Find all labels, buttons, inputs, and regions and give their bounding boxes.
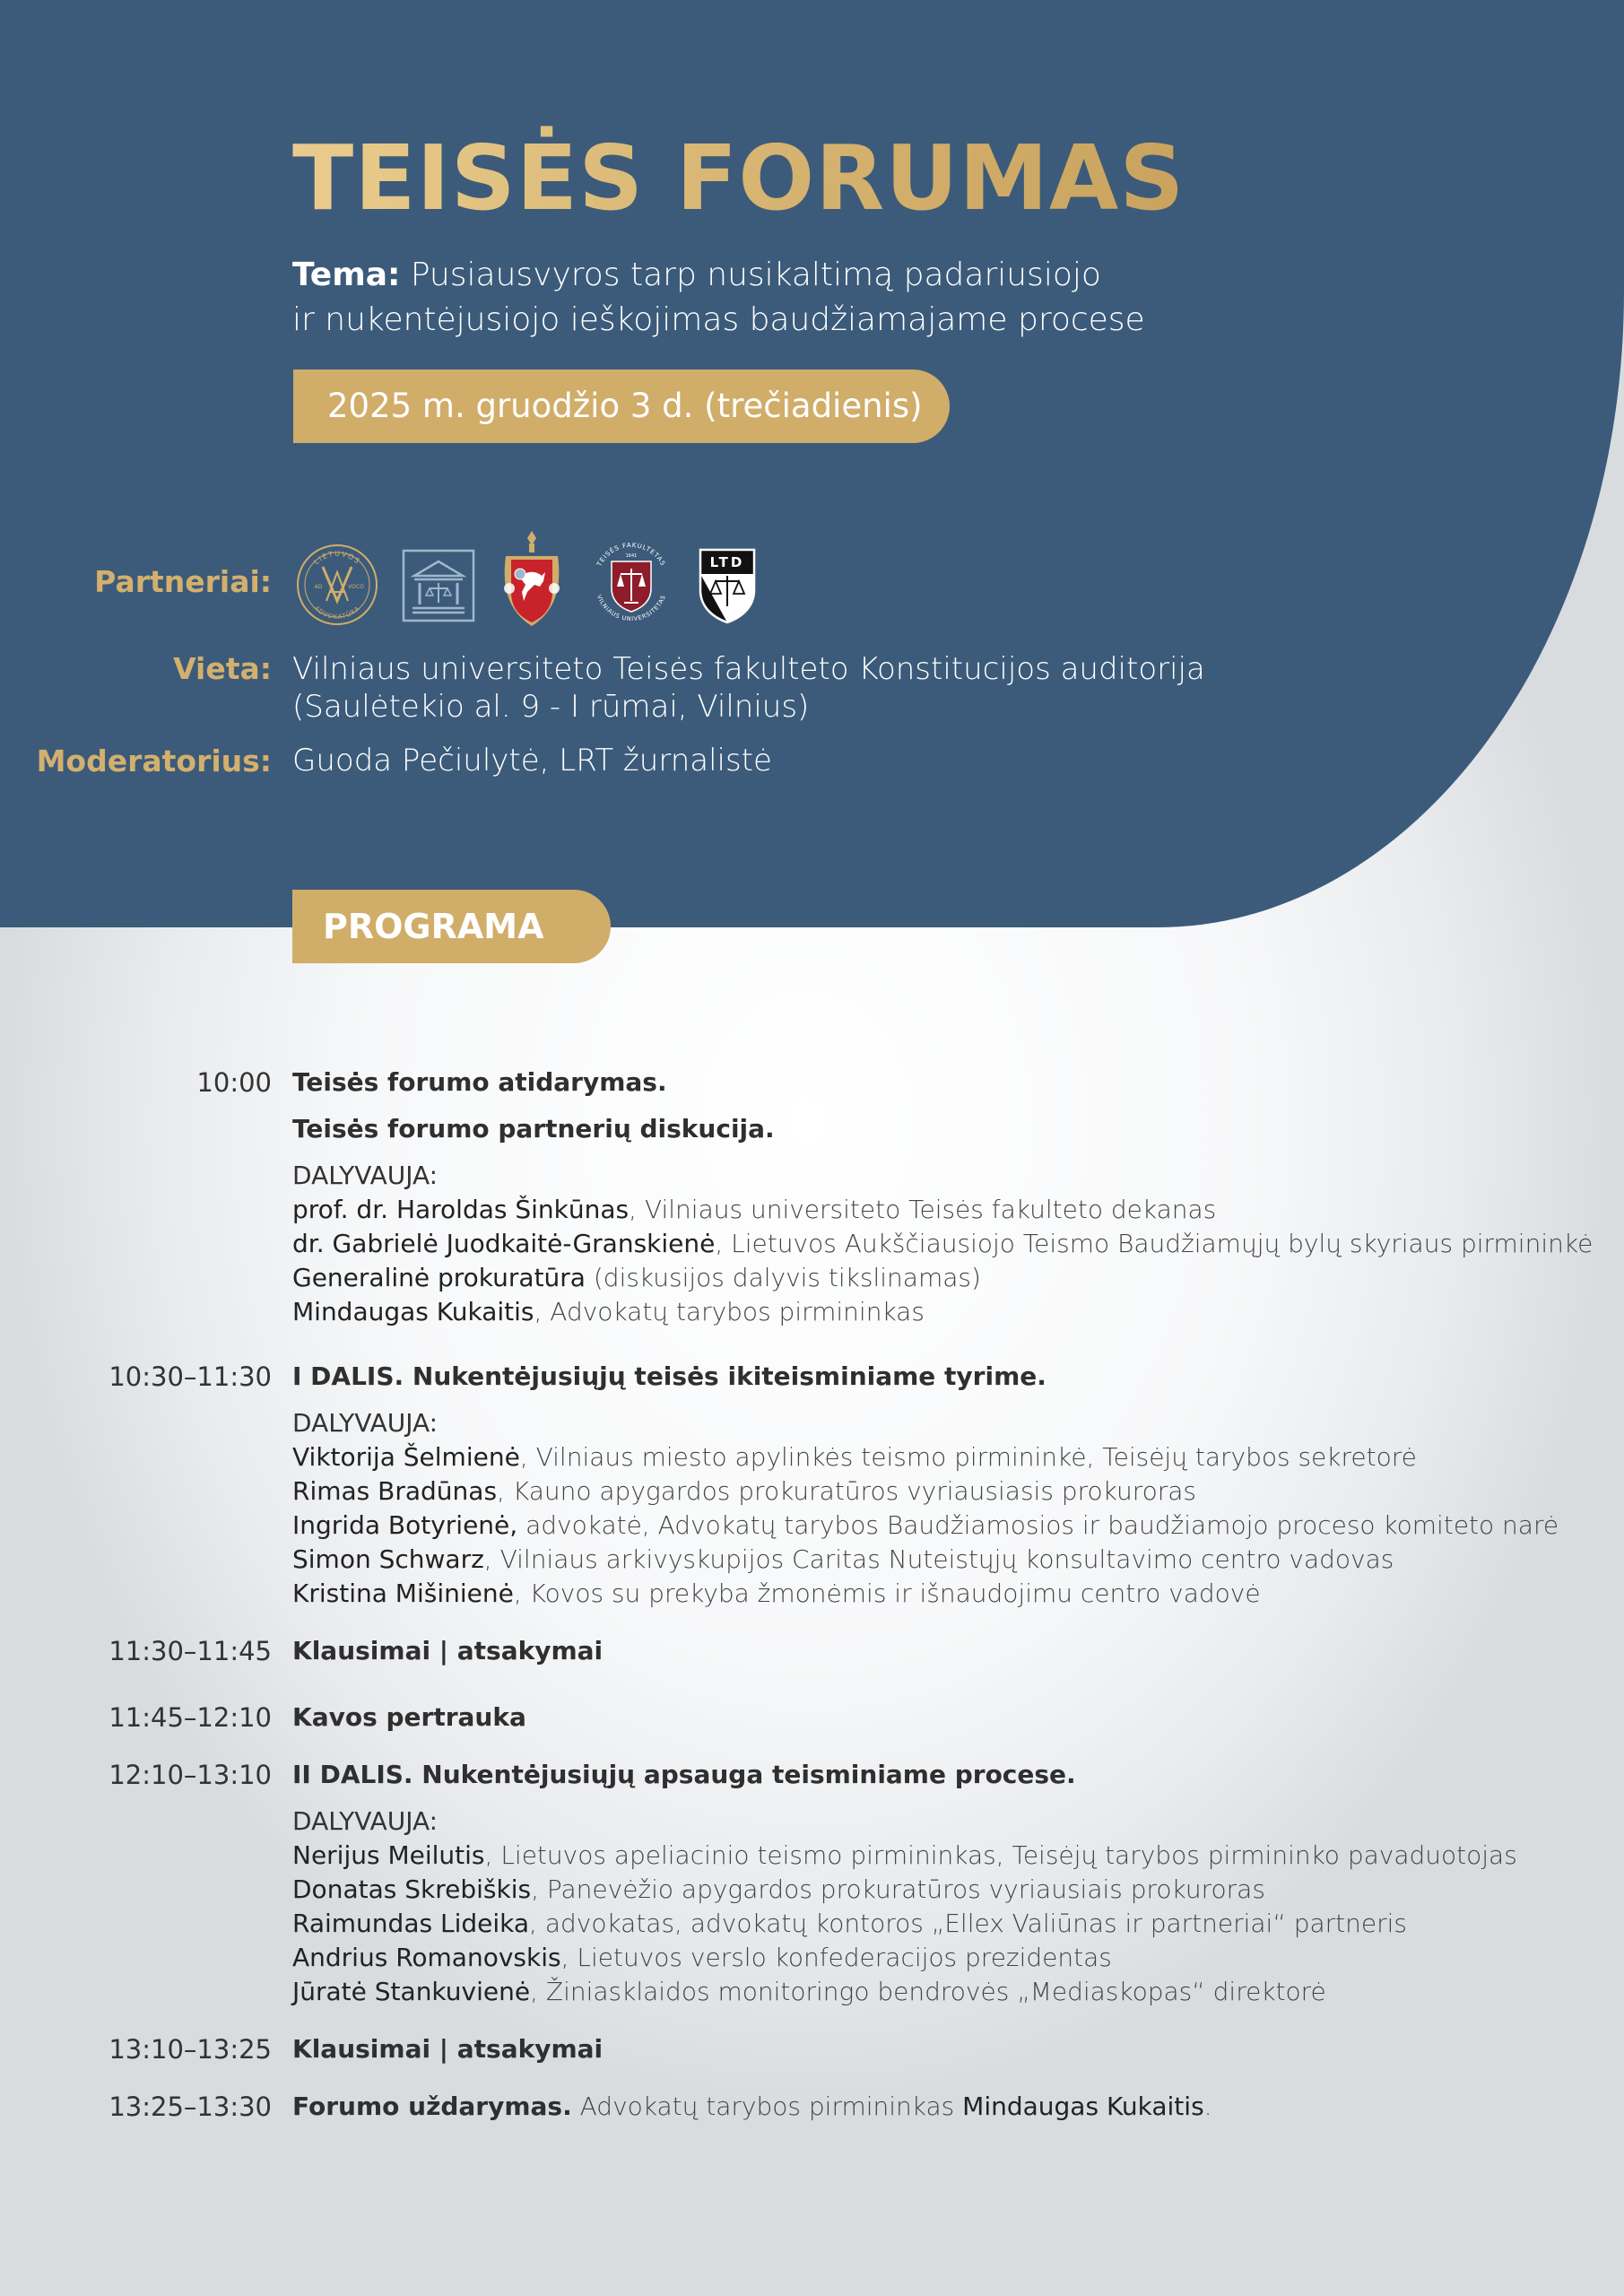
agenda-item-qa-2 [0, 2032, 1624, 2066]
participant [292, 1440, 1611, 1474]
participant [292, 1474, 1611, 1509]
participant [292, 1509, 1611, 1543]
svg-text:LIETUVOS [312, 550, 361, 566]
participant-name: prof. dr. Haroldas Šinkūnas [292, 1195, 630, 1224]
page-title: TEISĖS FORUMAS [292, 126, 1185, 230]
agenda-time: 11:30–11:45 [109, 1636, 272, 1666]
venue-value [292, 650, 1205, 726]
participant [292, 1261, 1611, 1295]
participant-role: , Panevėžio apygardos prokuratūros vyriausiais prokuroras [531, 1874, 1265, 1904]
agenda-time: 10:00 [196, 1067, 272, 1098]
closing-role: Advokatų tarybos pirmininkas [571, 2092, 963, 2121]
logo-ad-text: AD [314, 584, 323, 590]
participant-role: advokatė, Advokatų tarybos Baudžiamosios ir baudžiamojo proceso komiteto narė [517, 1510, 1559, 1540]
ltd-logo-icon [698, 547, 757, 624]
participant-name: Nerijus Meilutis [292, 1840, 485, 1870]
closing-name: Mindaugas Kukaitis [962, 2092, 1204, 2121]
agenda-heading: Kavos pertrauka [292, 1702, 526, 1732]
participant [292, 1193, 1611, 1227]
participant-role: , Žiniasklaidos monitoringo bendrovės „Mediaskopas“ direktorė [530, 1977, 1326, 2006]
programa-badge: PROGRAMA [292, 890, 611, 963]
participant-role: , Advokatų tarybos pirmininkas [534, 1297, 925, 1326]
theme-line-2: ir nukentėjusiojo ieškojimas baudžiamajame procese [292, 301, 1145, 338]
participant-role: , advokatas, advokatų kontoros „Ellex Valiūnas ir partneriai“ partneris [529, 1909, 1408, 1938]
participant [292, 1295, 1611, 1329]
participant [292, 1227, 1611, 1261]
advokatura-logo-icon [296, 544, 378, 626]
participant-name: Generalinė prokuratūra [292, 1263, 586, 1292]
vu-top-text: TEISĖS FAKULTETAS [595, 541, 667, 568]
prokuratura-coat-of-arms-icon [499, 529, 565, 630]
venue-line-2: (Saulėtekio al. 9 - I rūmai, Vilnius) [292, 689, 810, 725]
participants-label: DALYVAUJA: [292, 1408, 439, 1438]
participant-name: Andrius Romanovskis [292, 1943, 561, 1972]
forum-theme [292, 253, 1368, 343]
participant-role: , Vilniaus universiteto Teisės fakulteto dekanas [629, 1195, 1217, 1224]
participant-role: (diskusijos dalyvis tikslinamas) [585, 1263, 981, 1292]
theme-label: Tema: [292, 257, 401, 293]
agenda-heading: Klausimai | atsakymai [292, 2034, 604, 2064]
venue-label: Vieta: [173, 651, 272, 686]
moderator-value: Guoda Pečiulytė, LRT žurnalistė [292, 743, 772, 778]
participant [292, 1907, 1611, 1941]
logo-voco-text: VOCO [348, 584, 364, 590]
participant-role: , Lietuvos apeliacinio teismo pirmininkas, Teisėjų tarybos pirmininko pavaduotojas [484, 1840, 1517, 1870]
participant [292, 1543, 1611, 1577]
agenda-item-part-2 [0, 1758, 1624, 2009]
partners-label: Partneriai: [94, 564, 272, 599]
participant-name: Raimundas Lideika [292, 1909, 530, 1938]
agenda-heading: Teisės forumo atidarymas. [292, 1067, 667, 1097]
vu-law-faculty-logo-icon [588, 538, 674, 626]
date-badge: 2025 m. gruodžio 3 d. (trečiadienis) [293, 370, 950, 443]
participant-name: Jūratė Stankuvienė [292, 1977, 531, 2006]
closing-line [292, 2090, 1611, 2124]
ltd-text: LTD [709, 554, 745, 570]
participant-role: , Kovos su prekyba žmonėmis ir išnaudojimu centro vadovė [513, 1578, 1261, 1608]
agenda-time: 12:10–13:10 [109, 1760, 272, 1790]
participant [292, 1873, 1611, 1907]
moderator-label: Moderatorius: [36, 744, 272, 778]
agenda-heading: II DALIS. Nukentėjusiųjų apsauga teisminiame procese. [292, 1760, 1076, 1789]
participant [292, 1941, 1611, 1975]
agenda [0, 1065, 1624, 2124]
agenda-time: 13:10–13:25 [109, 2034, 272, 2065]
agenda-item-qa-1 [0, 1634, 1624, 1668]
participant-name: dr. Gabrielė Juodkaitė-Granskienė [292, 1229, 716, 1258]
agenda-heading: Klausimai | atsakymai [292, 1636, 604, 1665]
participant-role: , Lietuvos verslo konfederacijos prezidentas [560, 1943, 1112, 1972]
agenda-heading: I DALIS. Nukentėjusiųjų teisės ikiteisminiame tyrime. [292, 1361, 1046, 1391]
svg-text:ADVOKATŪRA [313, 604, 361, 621]
theme-line-1: Pusiausvyros tarp nusikaltimą padariusiojo [410, 257, 1101, 293]
participant [292, 1577, 1611, 1611]
advokatura-bottom-text: ADVOKATŪRA [312, 604, 362, 622]
participant-name: Viktorija Šelmienė [292, 1442, 520, 1472]
participant-name: Donatas Skrebiškis [292, 1874, 532, 1904]
agenda-time: 13:25–13:30 [109, 2092, 272, 2122]
participants-label: DALYVAUJA: [292, 1161, 439, 1190]
participant-name: Kristina Mišinienė [292, 1578, 514, 1608]
participant [292, 1975, 1611, 2009]
agenda-item-part-1 [0, 1360, 1624, 1611]
agenda-time: 11:45–12:10 [109, 1702, 272, 1733]
agenda-time: 10:30–11:30 [109, 1361, 272, 1392]
advokatura-top-text: LIETUVOS [312, 549, 362, 567]
agenda-item-closing [0, 2090, 1624, 2124]
header-banner [0, 0, 1624, 927]
venue-line-1: Vilniaus universiteto Teisės fakulteto Konstitucijos auditorija [292, 651, 1205, 687]
courthouse-logo-icon [402, 549, 475, 622]
participants-label: DALYVAUJA: [292, 1806, 439, 1836]
participant-role: , Lietuvos Aukščiausiojo Teismo Baudžiamųjų bylų skyriaus pirmininkė [715, 1229, 1594, 1258]
participant-name: Mindaugas Kukaitis [292, 1297, 534, 1326]
participant-name: Ingrida Botyrienė, [292, 1510, 518, 1540]
vu-bottom-text: VILNIAUS UNIVERSITETAS [595, 594, 668, 623]
agenda-item-opening [0, 1065, 1624, 1329]
closing-end: . [1203, 2092, 1212, 2121]
agenda-item-coffee-break [0, 1700, 1624, 1735]
participant-name: Simon Schwarz [292, 1544, 484, 1574]
participant-role: , Kauno apygardos prokuratūros vyriausiasis prokuroras [497, 1476, 1196, 1506]
vu-year-text: 1641 [625, 553, 638, 559]
agenda-heading: Teisės forumo partnerių diskucija. [292, 1114, 775, 1144]
participant [292, 1839, 1611, 1873]
agenda-heading: Forumo uždarymas. [292, 2092, 572, 2121]
participant-name: Rimas Bradūnas [292, 1476, 498, 1506]
participant-role: , Vilniaus miesto apylinkės teismo pirmininkė, Teisėjų tarybos sekretorė [519, 1442, 1417, 1472]
participant-role: , Vilniaus arkivyskupijos Caritas Nuteistųjų konsultavimo centro vadovas [483, 1544, 1394, 1574]
